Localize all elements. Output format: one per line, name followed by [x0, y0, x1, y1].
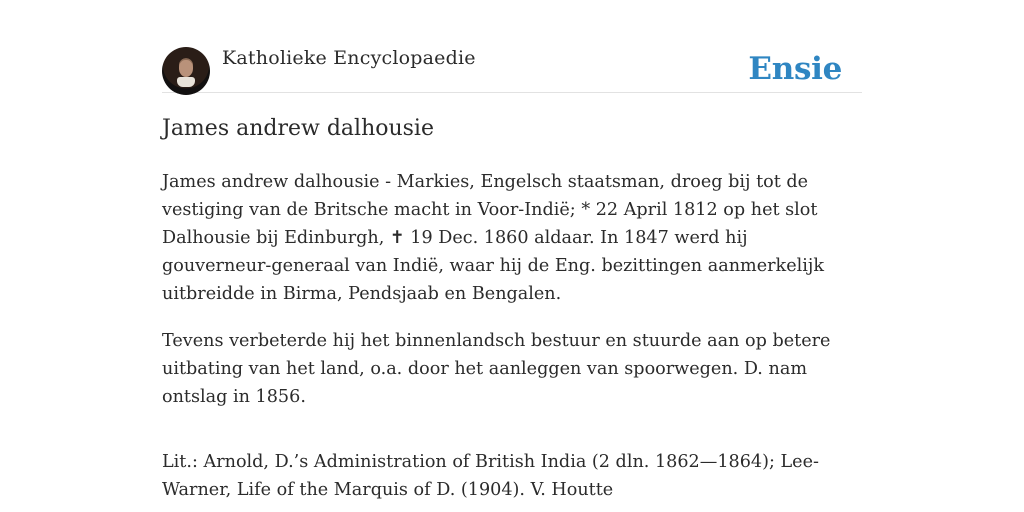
- literature-reference: Lit.: Arnold, D.’s Administration of British India (2 dln. 1862—1864); Lee-Warner, Life of the Marquis of D. (1904). V. Houtte: [162, 452, 819, 500]
- article-paragraph: Tevens verbeterde hij het binnenlandsch bestuur en stuurde aan op betere uitbating van het land, o.a. door het aanleggen van spoorwegen. D. nam ontslag in 1856.: [162, 331, 831, 407]
- avatar[interactable]: [162, 47, 210, 95]
- article-body: [162, 168, 862, 512]
- portrait-collar: [177, 77, 195, 87]
- article-paragraph: James andrew dalhousie - Markies, Engelsch staatsman, droeg bij tot de vestiging van de Britsche macht in Voor-Indië; * 22 April 1812 op het slot Dalhousie bij Edinburgh, ✝ 19 Dec. 1860 aldaar. In 1847 werd hij gouverneur-generaal van Indië, waar hij de Eng. bezittingen aanmerkelijk uitbreidde in Birma, Pendsjaab en Bengalen.: [162, 172, 824, 304]
- encyclopedia-name[interactable]: Katholieke Encyclopaedie: [222, 47, 476, 69]
- portrait-face: [179, 60, 193, 77]
- brand-logo[interactable]: Ensie: [748, 51, 842, 87]
- site-header: [162, 46, 862, 93]
- article-title: James andrew dalhousie: [162, 116, 434, 141]
